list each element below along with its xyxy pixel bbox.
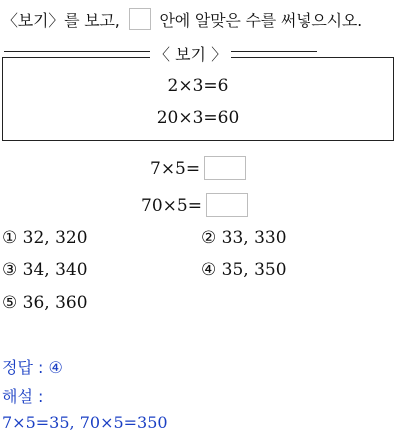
choice-5-mark: ⑤ <box>2 293 18 313</box>
choice-3[interactable] <box>2 260 88 280</box>
answer-label: 정답 : <box>2 358 44 377</box>
choice-2[interactable] <box>201 228 287 248</box>
answer-value: ④ <box>48 358 63 377</box>
choice-1-mark: ① <box>2 228 18 248</box>
choice-1-text: 32, 320 <box>22 228 88 248</box>
choice-1[interactable] <box>2 228 88 248</box>
choice-2-text: 33, 330 <box>221 228 287 248</box>
answer-input-2[interactable] <box>206 193 248 217</box>
example-box <box>2 57 394 141</box>
choice-5[interactable] <box>2 293 88 313</box>
choice-3-mark: ③ <box>2 260 18 280</box>
answer-input-1[interactable] <box>204 156 246 180</box>
problem-1-expr: 7×5= <box>150 159 201 179</box>
explanation-label: 해설 : <box>2 387 44 406</box>
blank-box-icon <box>129 8 151 30</box>
question-text <box>2 8 362 31</box>
question-part2: 안에 알맞은 수를 써넣으시오. <box>159 11 363 30</box>
choice-4-text: 35, 350 <box>221 260 287 280</box>
answer-line <box>2 355 63 378</box>
example-line-2: 20×3=60 <box>156 108 240 128</box>
question-part1: 〈보기〉를 보고, <box>2 11 120 30</box>
problem-2 <box>141 193 248 217</box>
choice-4[interactable] <box>201 260 287 280</box>
problem-2-expr: 70×5= <box>141 196 202 216</box>
choice-3-text: 34, 340 <box>22 260 88 280</box>
explanation-text: 7×5=35, 70×5=350 <box>2 413 168 432</box>
example-line-1: 2×3=6 <box>167 76 229 96</box>
choice-5-text: 36, 360 <box>22 293 88 313</box>
choice-4-mark: ④ <box>201 260 217 280</box>
choice-2-mark: ② <box>201 228 217 248</box>
problem-1 <box>150 156 246 180</box>
example-title: 〈 보기 〉 <box>150 42 231 65</box>
